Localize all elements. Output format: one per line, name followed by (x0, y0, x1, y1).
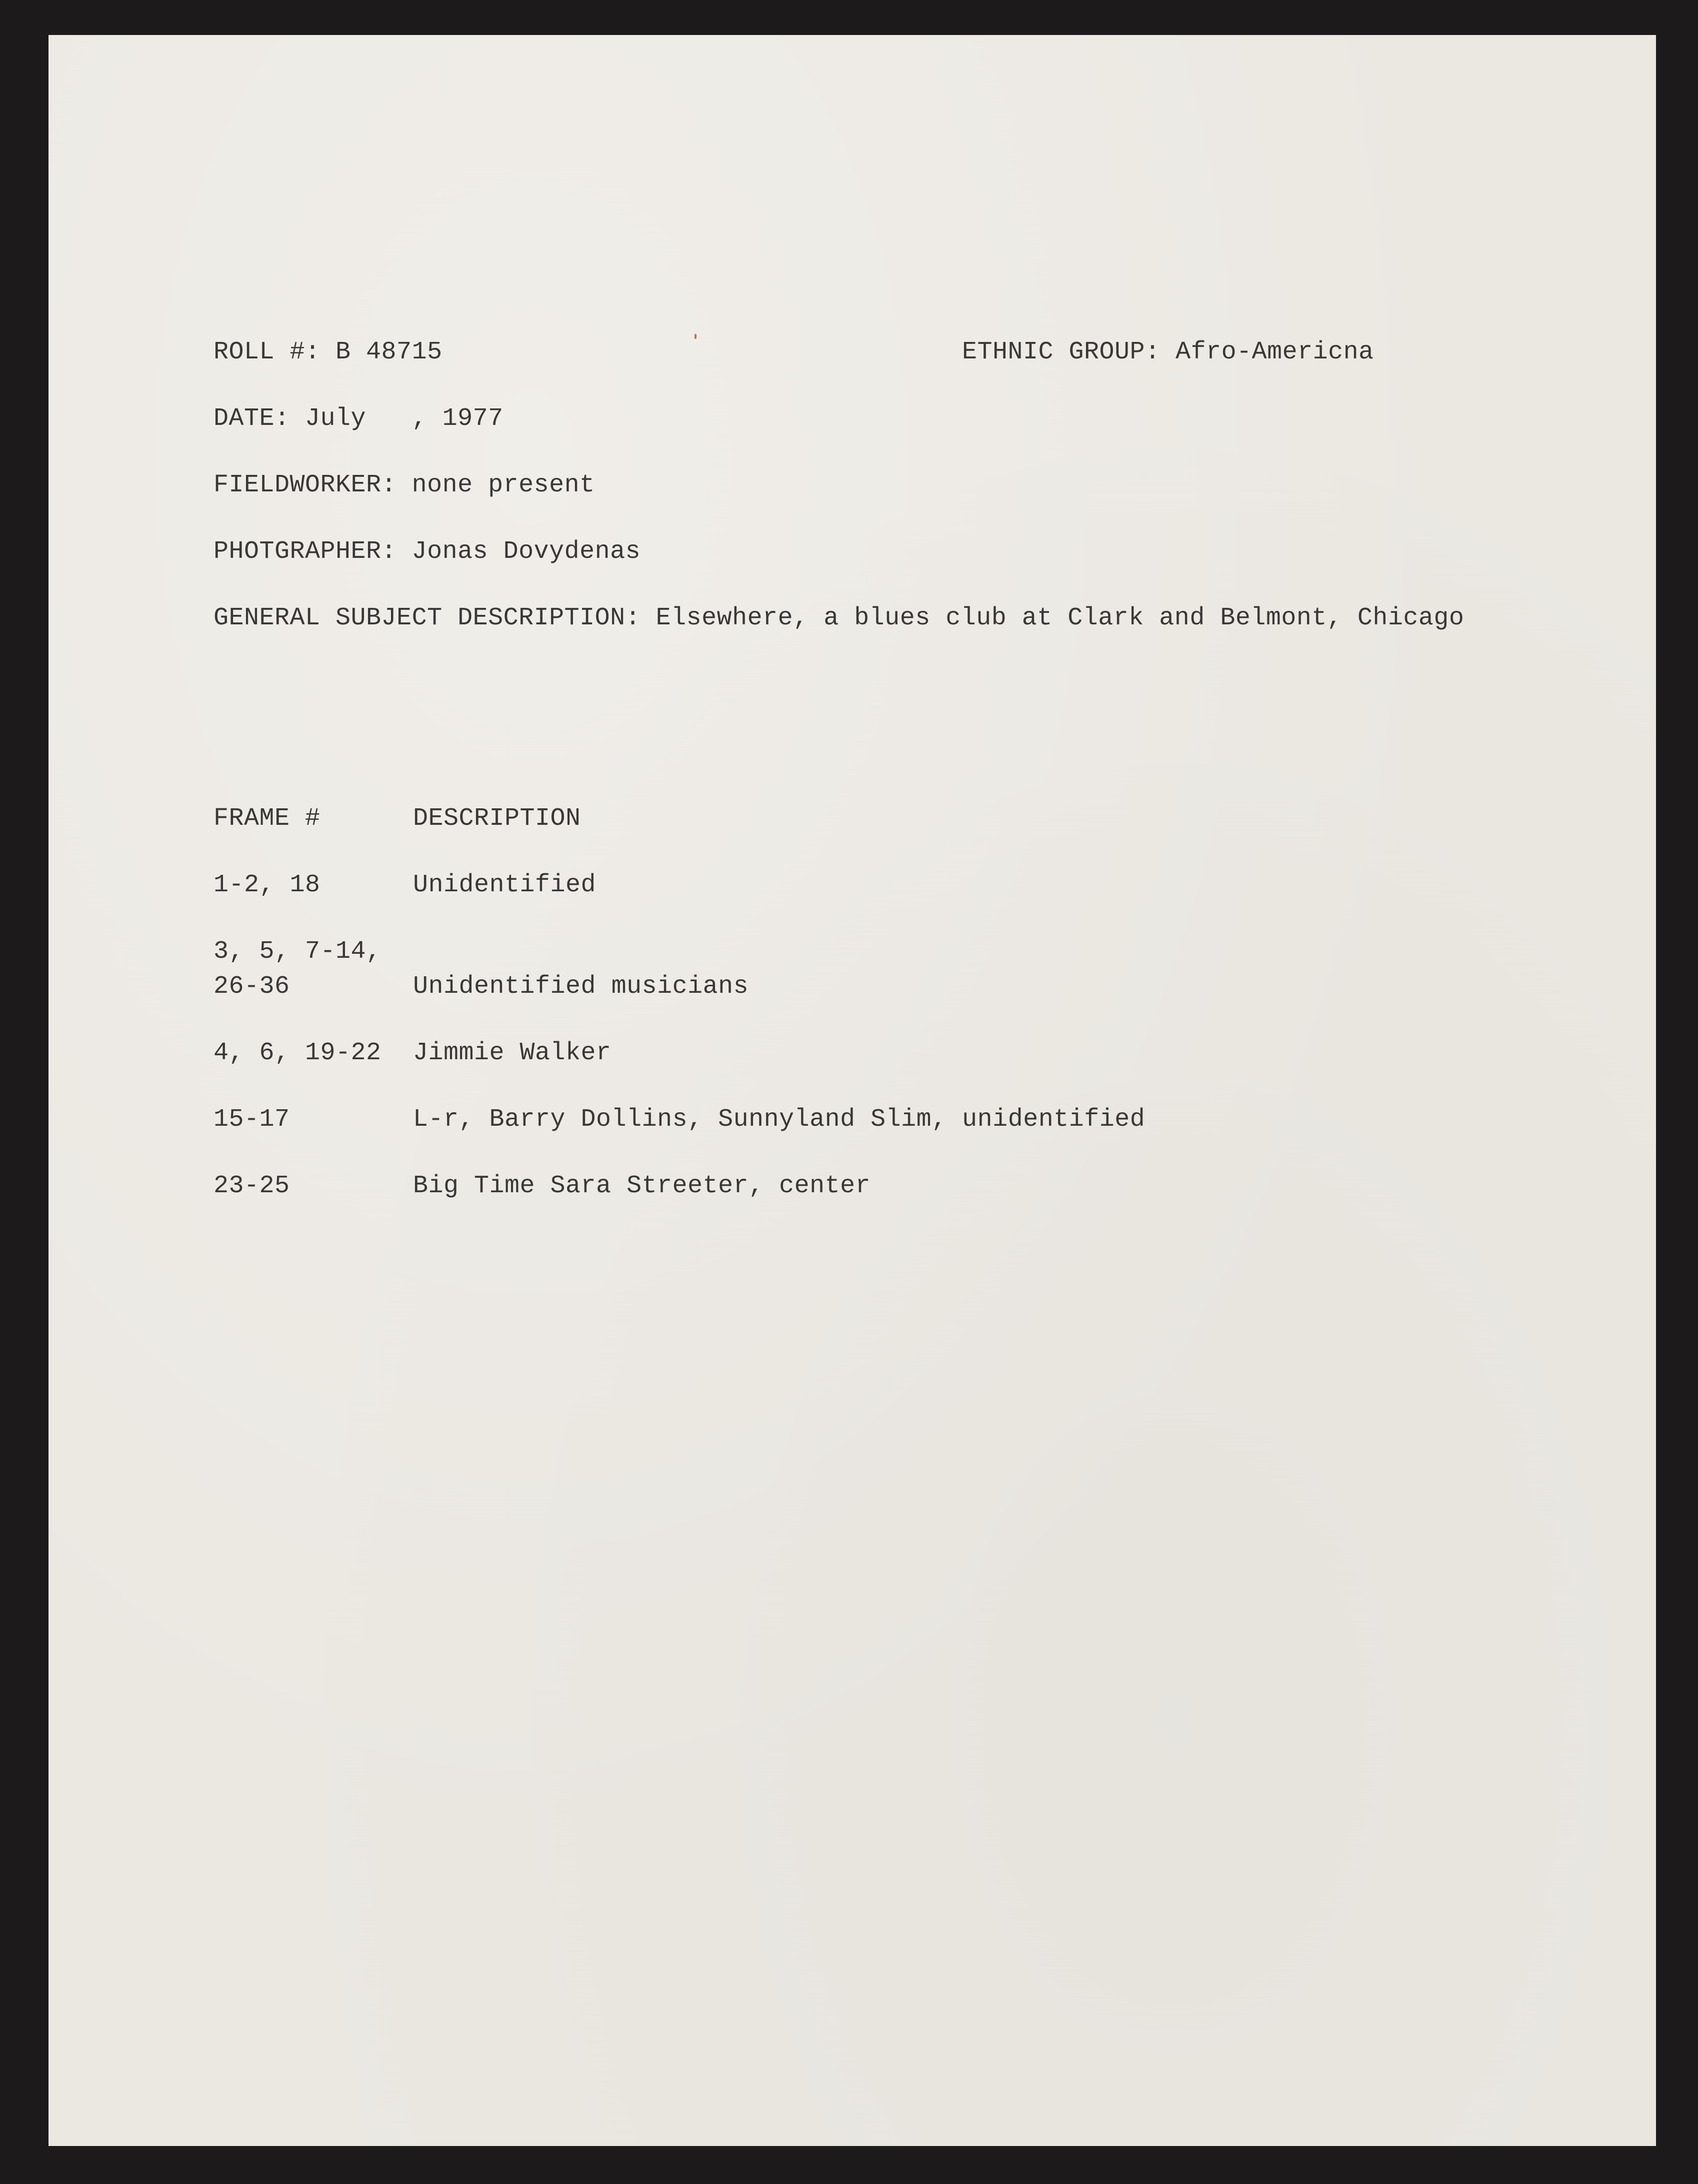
document-page (48, 35, 1656, 2146)
date-field: DATE: July , 1977 (214, 404, 504, 433)
paper-speck (694, 334, 696, 339)
frame-cell: 23-25 (214, 1172, 290, 1200)
description-cell: Unidentified (413, 871, 596, 899)
frame-cell: 1-2, 18 (214, 871, 320, 899)
description-cell: L-r, Barry Dollins, Sunnyland Slim, unidentified (413, 1105, 1146, 1134)
photographer-field: PHOTGRAPHER: Jonas Dovydenas (214, 537, 641, 566)
column-header-description: DESCRIPTION (413, 804, 581, 833)
roll-number: ROLL #: B 48715 (214, 338, 442, 366)
frame-cell-line1: 3, 5, 7-14, (214, 937, 382, 966)
general-subject-description: GENERAL SUBJECT DESCRIPTION: Elsewhere, a blues club at Clark and Belmont, Chicago (214, 604, 1464, 632)
fieldworker-field: FIELDWORKER: none present (214, 471, 595, 499)
column-header-frame: FRAME # (214, 804, 320, 833)
frame-cell: 26-36 (214, 972, 290, 1001)
frame-cell: 15-17 (214, 1105, 290, 1134)
description-cell: Big Time Sara Streeter, center (413, 1172, 871, 1200)
description-cell: Jimmie Walker (413, 1039, 612, 1067)
ethnic-group: ETHNIC GROUP: Afro-Americna (962, 338, 1374, 366)
frame-cell: 4, 6, 19-22 (214, 1039, 382, 1067)
description-cell: Unidentified musicians (413, 972, 749, 1001)
